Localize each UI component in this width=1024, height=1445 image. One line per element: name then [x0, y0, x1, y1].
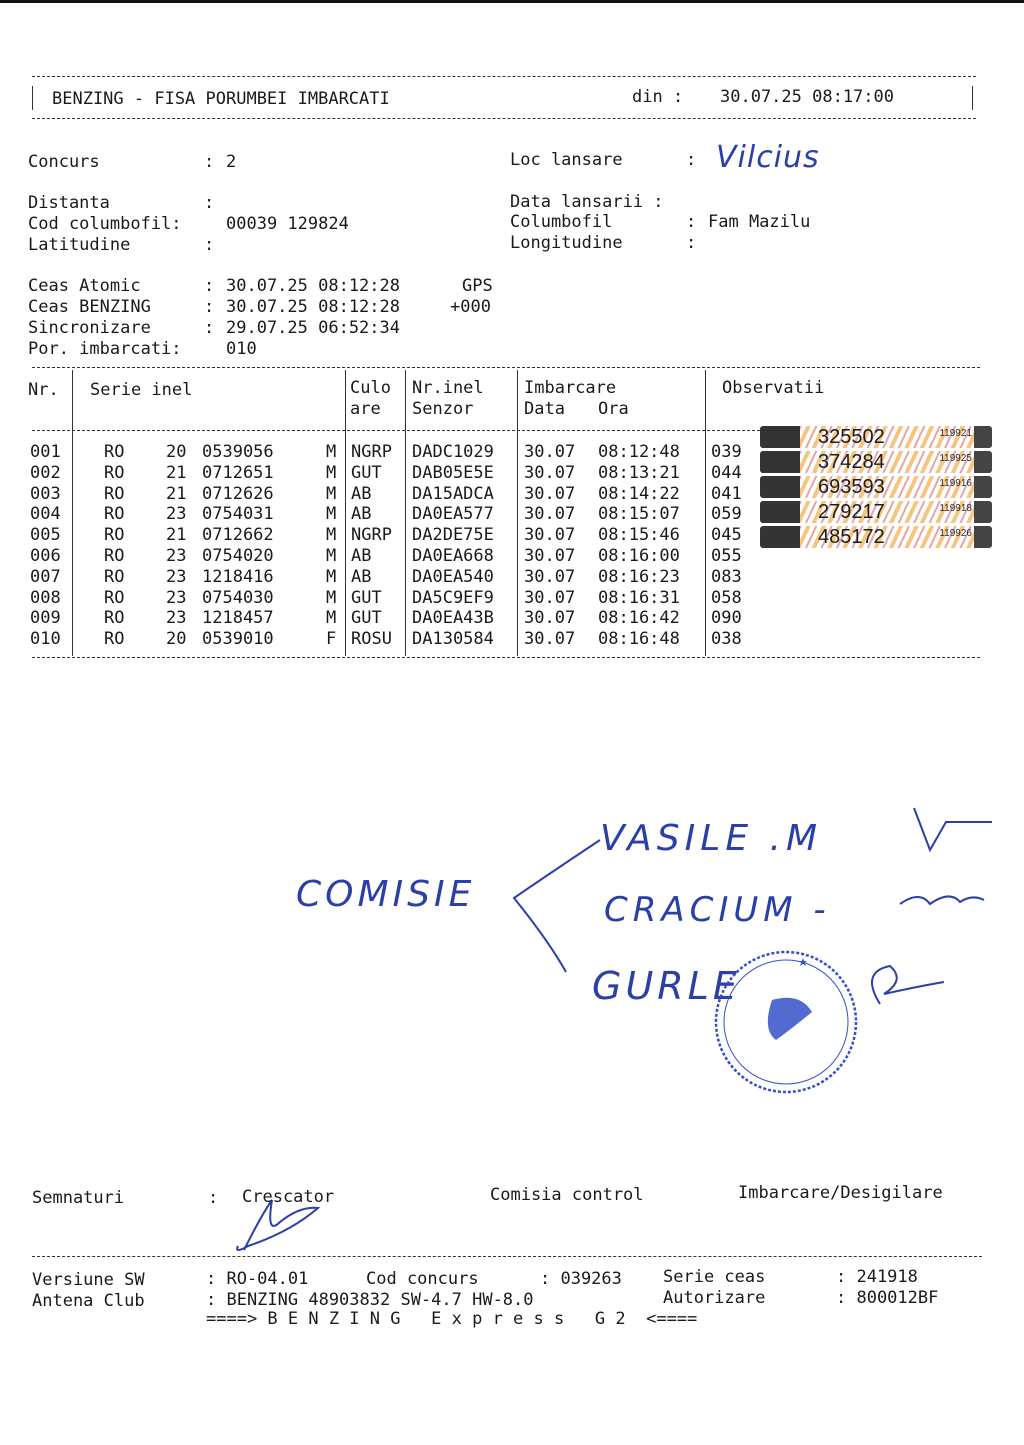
cell-obs: 039: [711, 442, 742, 462]
cell-ora: 08:16:31: [598, 587, 680, 608]
cell-senzor: DAB05E5E: [412, 462, 494, 483]
cell-nr: 001: [30, 442, 61, 462]
cell-sex: M: [326, 587, 337, 608]
cell-data: 30.07: [524, 483, 576, 504]
cell-culoare: NGRP: [351, 525, 392, 546]
cell-ora: 08:13:21: [598, 462, 680, 483]
handwritten-name-1: VASILE .M: [600, 818, 823, 859]
cell-obs: 055: [711, 546, 742, 566]
colon: :: [204, 297, 215, 317]
cell-an: 20: [166, 629, 187, 650]
cell-data: 30.07: [524, 525, 576, 546]
cod-concurs-label: Cod concurs: [366, 1269, 479, 1289]
imbarcare-desigilare-label: Imbarcare/Desigilare: [738, 1183, 943, 1203]
cell-ora: 08:12:48: [598, 442, 680, 462]
signature-mark: [914, 808, 992, 850]
cell-ora: 08:16:48: [598, 629, 680, 650]
por-imbarcati-label: Por. imbarcati:: [28, 339, 182, 359]
cell-tara: RO: [104, 608, 125, 629]
sticker-number: 374284: [818, 451, 885, 473]
autorizare-value: : 800012BF: [836, 1288, 939, 1308]
concurs-label: Concurs: [28, 152, 100, 172]
colon: :: [686, 212, 697, 232]
ceas-benzing-label: Ceas BENZING: [28, 297, 151, 317]
cell-culoare: ROSU: [351, 629, 392, 650]
versiune-sw-value: : RO-04.01: [206, 1269, 309, 1289]
cell-sex: M: [326, 442, 337, 462]
cell-nr: 007: [30, 566, 61, 587]
columbofil-label: Columbofil: [510, 212, 613, 232]
cell-sex: M: [326, 462, 337, 483]
cell-tara: RO: [104, 462, 125, 483]
cell-serie: 1218457: [202, 608, 274, 629]
cell-an: 23: [166, 566, 187, 587]
cell-obs: 059: [711, 504, 742, 525]
cell-serie: 0754030: [202, 587, 274, 608]
cod-concurs-value: : 039263: [540, 1269, 622, 1289]
cell-senzor: DA130584: [412, 629, 494, 650]
loc-lansare-handwritten: Vilcius: [716, 140, 820, 175]
cell-tara: RO: [104, 566, 125, 587]
cell-serie: 1218416: [202, 566, 274, 587]
cell-sex: M: [326, 483, 337, 504]
colon: :: [204, 193, 215, 213]
cell-ora: 08:14:22: [598, 483, 680, 504]
cell-obs: 058: [711, 587, 742, 608]
footer-rule: [32, 1256, 982, 1257]
sticker-number: 279217: [818, 501, 885, 523]
th-nr: Nr.: [28, 380, 59, 400]
cell-senzor: DA5C9EF9: [412, 587, 494, 608]
header-din-label: din :: [632, 87, 684, 107]
header-datetime: 30.07.25 08:17:00: [720, 87, 894, 107]
cell-culoare: AB: [351, 566, 372, 587]
cell-data: 30.07: [524, 629, 576, 650]
benzing-banner: ====> B E N Z I N G E x p r e s s G 2 <====: [206, 1309, 698, 1329]
cell-ora: 08:15:46: [598, 525, 680, 546]
cell-culoare: NGRP: [351, 442, 392, 462]
cell-serie: 0712626: [202, 483, 274, 504]
longitudine-label: Longitudine: [510, 233, 623, 253]
cell-serie: 0539010: [202, 629, 274, 650]
data-lansarii-label: Data lansarii :: [510, 192, 664, 212]
versiune-sw-label: Versiune SW: [32, 1270, 145, 1290]
cell-tara: RO: [104, 629, 125, 650]
sticker-code: 119918: [939, 503, 972, 514]
cell-tara: RO: [104, 504, 125, 525]
concurs-value: 2: [226, 152, 237, 172]
semnaturi-label: Semnaturi: [32, 1188, 125, 1208]
cell-obs: 083: [711, 566, 742, 587]
colon: :: [204, 276, 215, 296]
cell-nr: 009: [30, 608, 61, 629]
cell-senzor: DA0EA668: [412, 546, 494, 566]
th-are: are: [350, 399, 381, 419]
cell-data: 30.07: [524, 442, 576, 462]
sincronizare-label: Sincronizare: [28, 318, 151, 338]
sticker-code: 119921: [939, 428, 972, 439]
cell-culoare: GUT: [351, 462, 382, 483]
th-data: Data: [524, 399, 565, 419]
cell-data: 30.07: [524, 587, 576, 608]
cell-serie: 0754020: [202, 546, 274, 566]
cell-senzor: DA0EA577: [412, 504, 494, 525]
cell-serie: 0712651: [202, 462, 274, 483]
cell-ora: 08:16:42: [598, 608, 680, 629]
cell-senzor: DA2DE75E: [412, 525, 494, 546]
cell-senzor: DA0EA43B: [412, 608, 494, 629]
ceas-benzing-suffix: +000: [450, 297, 491, 317]
ceas-atomic-suffix: GPS: [462, 276, 493, 296]
cell-nr: 005: [30, 525, 61, 546]
cell-nr: 002: [30, 462, 61, 483]
cell-data: 30.07: [524, 504, 576, 525]
cell-nr: 006: [30, 546, 61, 566]
sticker-number: 325502: [818, 426, 885, 448]
cell-obs: 038: [711, 629, 742, 650]
cell-culoare: AB: [351, 483, 372, 504]
sticker-code: 119926: [939, 528, 972, 539]
ceas-atomic-label: Ceas Atomic: [28, 276, 141, 296]
cell-an: 21: [166, 525, 187, 546]
cell-an: 21: [166, 483, 187, 504]
colon: :: [686, 233, 697, 253]
cell-sex: M: [326, 566, 337, 587]
handwritten-name-2: CRACIUM -: [604, 890, 831, 930]
latitudine-label: Latitudine: [28, 235, 131, 255]
cell-senzor: DADC1029: [412, 442, 494, 462]
distanta-label: Distanta: [28, 193, 110, 213]
cell-data: 30.07: [524, 608, 576, 629]
cell-sex: F: [326, 629, 337, 650]
colon: :: [204, 318, 215, 338]
cell-nr: 003: [30, 483, 61, 504]
th-serie-inel: Serie inel: [90, 380, 193, 400]
cell-nr: 004: [30, 504, 61, 525]
cell-ora: 08:16:00: [598, 546, 680, 566]
cell-an: 23: [166, 546, 187, 566]
cell-an: 23: [166, 504, 187, 525]
por-imbarcati-value: 010: [226, 339, 257, 359]
cod-columbofil-value: 00039 129824: [226, 214, 349, 234]
cell-culoare: GUT: [351, 608, 382, 629]
cell-sex: M: [326, 608, 337, 629]
th-senzor: Senzor: [412, 399, 474, 419]
serie-ceas-label: Serie ceas: [663, 1267, 766, 1287]
cell-culoare: AB: [351, 504, 372, 525]
signature-mark: [900, 896, 984, 904]
th-nr-inel: Nr.inel: [412, 378, 484, 398]
cell-senzor: DA15ADCA: [412, 483, 494, 504]
th-culo: Culo: [350, 378, 391, 398]
th-ora: Ora: [598, 399, 629, 419]
comisia-control-label: Comisia control: [490, 1185, 644, 1205]
cell-tara: RO: [104, 442, 125, 462]
cell-an: 23: [166, 587, 187, 608]
cell-an: 20: [166, 442, 187, 462]
th-imbarcare: Imbarcare: [524, 378, 617, 398]
cell-an: 23: [166, 608, 187, 629]
loc-lansare-label: Loc lansare: [510, 150, 623, 170]
th-observatii: Observatii: [722, 378, 825, 398]
cell-ora: 08:15:07: [598, 504, 680, 525]
cell-culoare: GUT: [351, 587, 382, 608]
cell-an: 21: [166, 462, 187, 483]
ceas-atomic-value: 30.07.25 08:12:28: [226, 276, 400, 296]
colon: :: [204, 152, 215, 172]
cell-tara: RO: [104, 483, 125, 504]
cell-obs: 044: [711, 462, 742, 483]
serie-ceas-value: : 241918: [836, 1267, 918, 1287]
columbofil-value: Fam Mazilu: [708, 212, 811, 232]
cell-obs: 090: [711, 608, 742, 629]
cell-ora: 08:16:23: [598, 566, 680, 587]
colon: :: [686, 150, 697, 170]
handwritten-comisie: COMISIE: [296, 874, 476, 915]
antena-club-value: : BENZING 48903832 SW-4.7 HW-8.0: [206, 1290, 534, 1310]
semnaturi-colon: :: [208, 1188, 219, 1208]
cell-culoare: AB: [351, 546, 372, 566]
sincronizare-value: 29.07.25 06:52:34: [226, 318, 400, 338]
crescator-label: Crescator: [242, 1187, 335, 1207]
arrow-icon: [514, 840, 600, 972]
document-title: BENZING - FISA PORUMBEI IMBARCATI: [52, 89, 390, 109]
cell-serie: 0754031: [202, 504, 274, 525]
cod-columbofil-label: Cod columbofil:: [28, 214, 182, 234]
cell-data: 30.07: [524, 566, 576, 587]
cell-data: 30.07: [524, 546, 576, 566]
sticker-code: 119925: [939, 453, 972, 464]
sticker-code: 119916: [939, 478, 972, 489]
autorizare-label: Autorizare: [663, 1288, 766, 1308]
cell-nr: 008: [30, 587, 61, 608]
cell-serie: 0539056: [202, 442, 274, 462]
colon: :: [204, 235, 215, 255]
handwritten-name-3: GURLE: [592, 964, 741, 1008]
cell-senzor: DA0EA540: [412, 566, 494, 587]
signature-mark: [872, 966, 944, 1004]
cell-obs: 045: [711, 525, 742, 546]
cell-sex: M: [326, 504, 337, 525]
cell-tara: RO: [104, 587, 125, 608]
ceas-benzing-value: 30.07.25 08:12:28: [226, 297, 400, 317]
cell-nr: 010: [30, 629, 61, 650]
sticker-number: 693593: [818, 476, 885, 498]
cell-obs: 041: [711, 483, 742, 504]
stamp-emblem: [768, 998, 812, 1040]
cell-sex: M: [326, 525, 337, 546]
sticker-number: 485172: [818, 526, 885, 548]
cell-sex: M: [326, 546, 337, 566]
cell-tara: RO: [104, 546, 125, 566]
antena-club-label: Antena Club: [32, 1291, 145, 1311]
cell-data: 30.07: [524, 462, 576, 483]
cell-tara: RO: [104, 525, 125, 546]
cell-serie: 0712662: [202, 525, 274, 546]
